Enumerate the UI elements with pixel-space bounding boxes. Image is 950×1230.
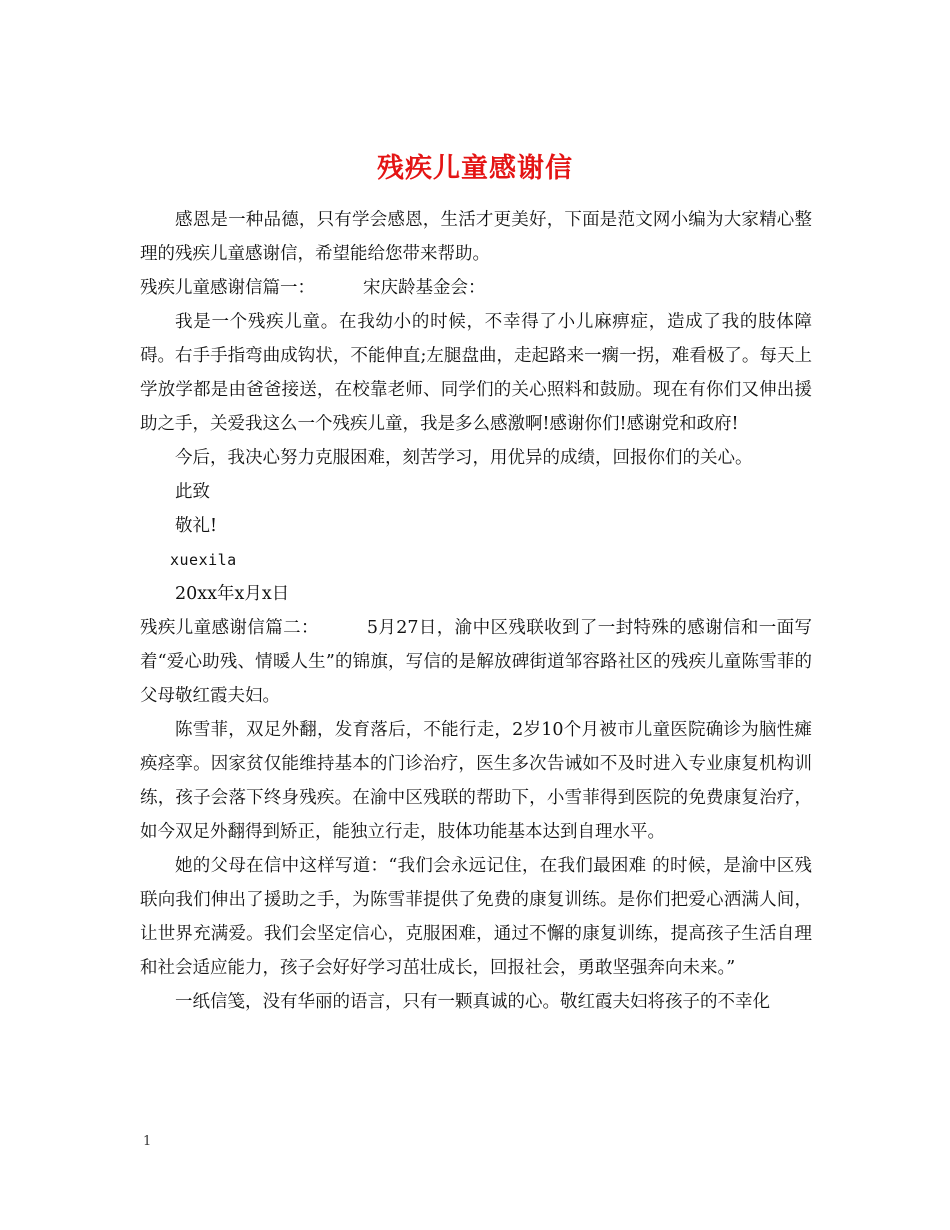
letter1-closing-2: 敬礼! [175,516,218,536]
document-body [140,203,812,1019]
letter1-recipient: 宋庆龄基金会： [363,278,486,298]
letter2-paragraph-2: 陈雪菲，双足外翻，发育落后，不能行走，2岁10个月被市儿童医院确诊为脑性瘫痪痉挛。因家贫仅能维持基本的门诊治疗，医生多次告诫如不及时进入专业康复机构训练，孩子会落下终身残疾。在渝中区残联的帮助下，小雪菲得到医院的免费康复治疗，如今双足外翻得到矫正，能独立行走，肢体功能基本达到自理水平。 [140,720,812,842]
letter2-paragraph-3: 她的父母在信中这样写道：“我们会永远记住，在我们最困难 的时候，是渝中区残联向我们伸出了援助之手，为陈雪菲提供了免费的康复训练。是你们把爱心洒满人间，让世界充满爱。我们会坚定信心，克服困难，通过不懈的康复训练，提高孩子生活自理和社会适应能力，孩子会好好学习茁壮成长，回报社会，勇敢坚强奔向未来。” [140,856,812,978]
letter2-first-line [140,611,812,713]
page-number: 1 [143,1134,152,1149]
letter1-closing-1: 此致 [175,482,210,502]
letter2-heading: 残疾儿童感谢信篇二： [140,618,319,638]
letter2-paragraph-1: 5月27日，渝中区残联收到了一封特殊的感谢信和一面写着“爱心助残、情暖人生”的锦旗，写信的是解放碑街道邹容路社区的残疾儿童陈雪菲的父母敬红霞夫妇。 [140,618,813,706]
letter1-signature: xuexila [170,551,237,569]
letter2-paragraph-4: 一纸信笺，没有华丽的语言，只有一颗真诚的心。敬红霞夫妇将孩子的不幸化 [175,992,770,1012]
letter1-heading: 残疾儿童感谢信篇一： [140,278,315,298]
document-title: 残疾儿童感谢信 [377,153,573,185]
intro-paragraph: 感恩是一种品德，只有学会感恩，生活才更美好，下面是范文网小编为大家精心整理的残疾儿童感谢信，希望能给您带来帮助。 [140,210,812,264]
letter1-paragraph-1: 我是一个残疾儿童。在我幼小的时候，不幸得了小儿麻痹症，造成了我的肢体障碍。右手手指弯曲成钩状，不能伸直;左腿盘曲，走起路来一瘸一拐，难看极了。每天上学放学都是由爸爸接送，在校靠老师、同学们的关心照料和鼓励。现在有你们又伸出援助之手，关爱我这么一个残疾儿童，我是多么感激啊!感谢你们!感谢党和政府! [140,312,812,434]
letter1-paragraph-2: 今后，我决心努力克服困难，刻苦学习，用优异的成绩，回报你们的关心。 [175,448,753,468]
letter1-date: 20xx年x月x日 [175,584,290,604]
letter1-heading-line [140,271,812,305]
